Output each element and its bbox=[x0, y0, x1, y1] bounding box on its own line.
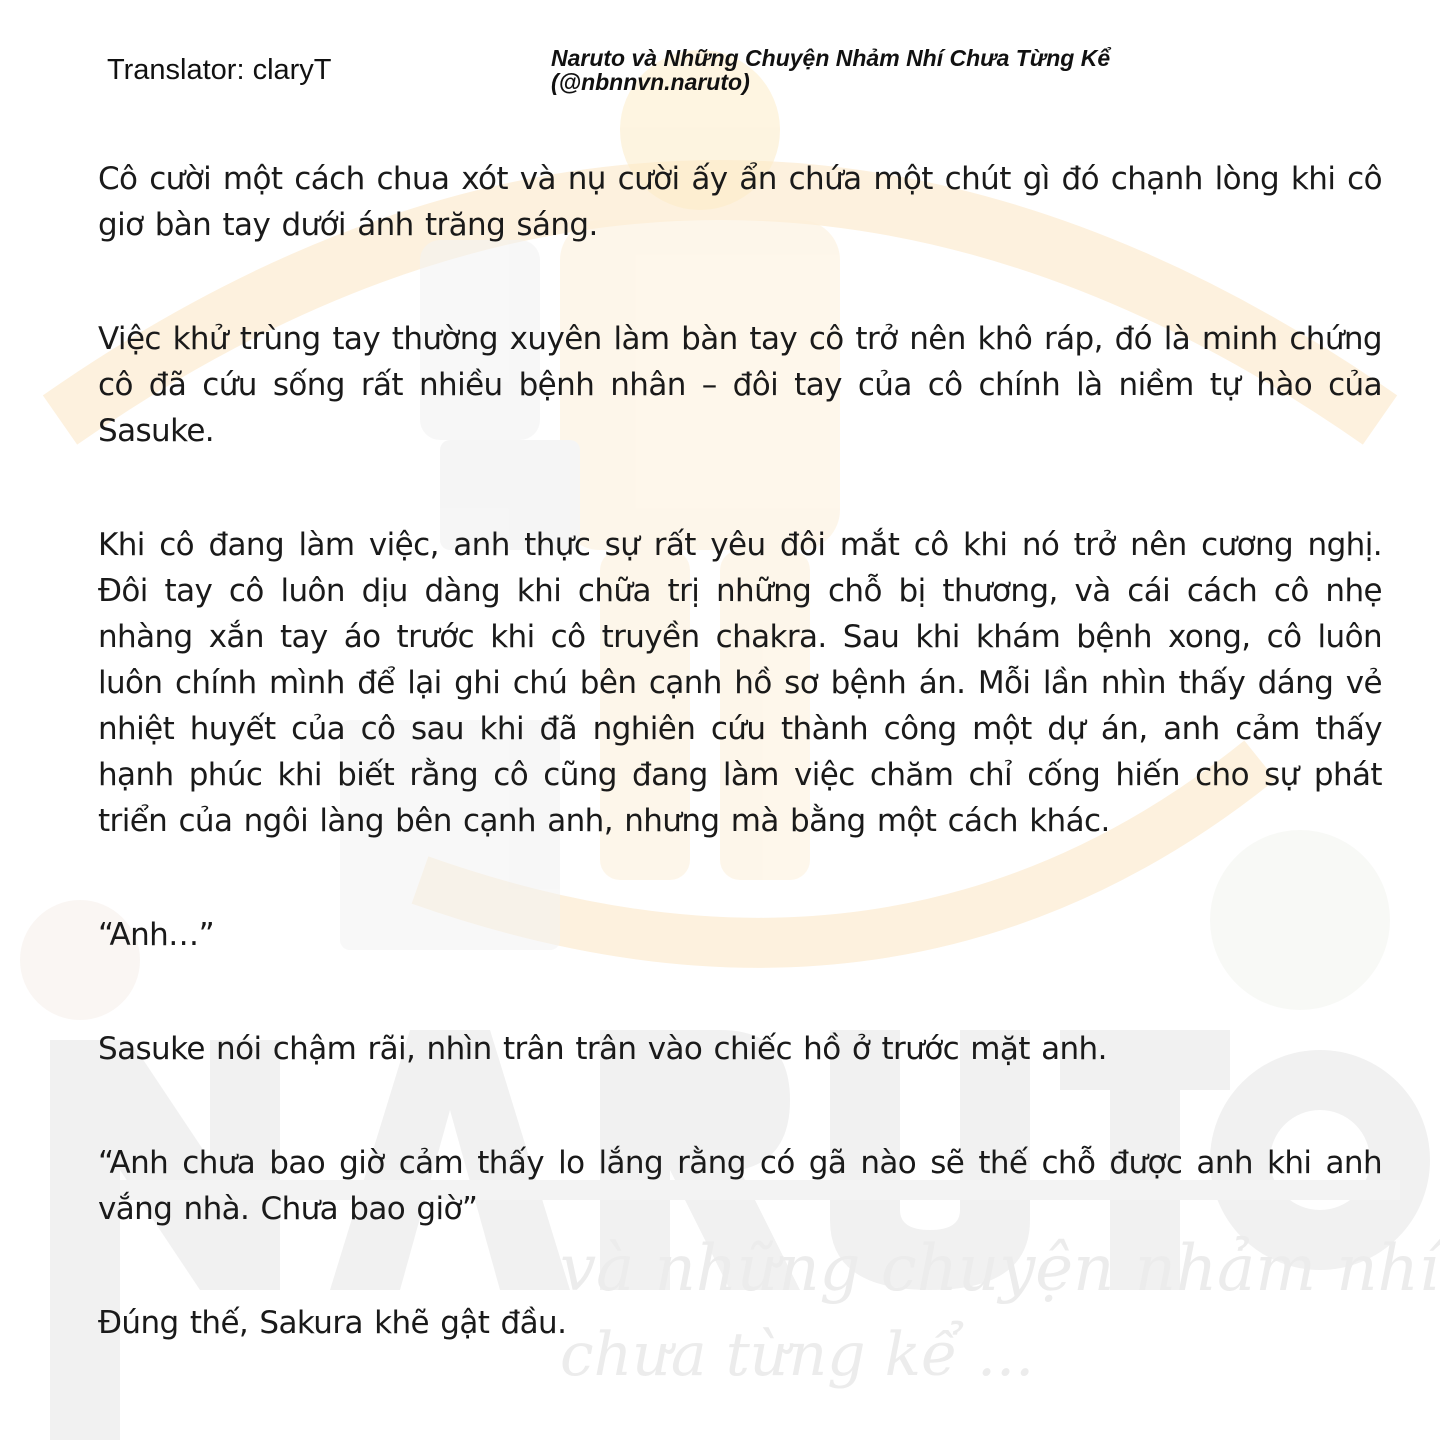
paragraph: Sasuke nói chậm rãi, nhìn trân trân vào chiếc hồ ở trước mặt anh. bbox=[98, 1031, 1107, 1067]
paragraph: Việc khử trùng tay thường xuyên làm bàn tay cô trở nên khô ráp, đó là minh chứng cô đã cứu sống rất nhiều bệnh nhân – đôi tay của cô chính là niềm tự hào của Sasuke. bbox=[98, 321, 1382, 449]
dialogue-line: “Anh chưa bao giờ cảm thấy lo lắng rằng có gã nào sẽ thế chỗ được anh khi anh vắng nhà. Chưa bao giờ” bbox=[98, 1145, 1382, 1227]
series-handle: (@nbnnvn.naruto) bbox=[551, 69, 750, 95]
paragraph: Đúng thế, Sakura khẽ gật đầu. bbox=[98, 1305, 567, 1341]
paragraph: Khi cô đang làm việc, anh thực sự rất yêu đôi mắt cô khi nó trở nên cương nghị. Đôi tay cô luôn dịu dàng khi chữa trị những chỗ bị thương, và cái cách cô nhẹ nhàng xắn tay áo trước khi cô truyền chakra. Sau khi khám bệnh xong, cô luôn luôn chính mình để lại ghi chú bên cạnh hồ sơ bệnh án. Mỗi lần nhìn thấy dáng vẻ nhiệt huyết của cô sau khi đã nghiên cứu thành công một dự án, anh cảm thấy hạnh phúc khi biết rằng cô cũng đang làm việc chăm chỉ cống hiến cho sự phát triển của ngôi làng bên cạnh anh, nhưng mà bằng một cách khác. bbox=[98, 527, 1382, 839]
series-title: Naruto và Những Chuyện Nhảm Nhí Chưa Từng Kể bbox=[551, 45, 1111, 71]
story-text bbox=[98, 156, 1382, 1414]
paragraph: Cô cười một cách chua xót và nụ cười ấy ẩn chứa một chút gì đó chạnh lòng khi cô giơ bàn tay dưới ánh trăng sáng. bbox=[98, 161, 1382, 243]
watermark-script-line-2: chưa từng kể ... bbox=[560, 1320, 1035, 1390]
watermark-script-line-1: và những chuyện nhảm nhí bbox=[560, 1232, 1440, 1306]
dialogue-line: “Anh…” bbox=[98, 917, 215, 953]
series-source bbox=[551, 46, 1110, 94]
translator-credit: Translator: claryT bbox=[107, 54, 332, 86]
